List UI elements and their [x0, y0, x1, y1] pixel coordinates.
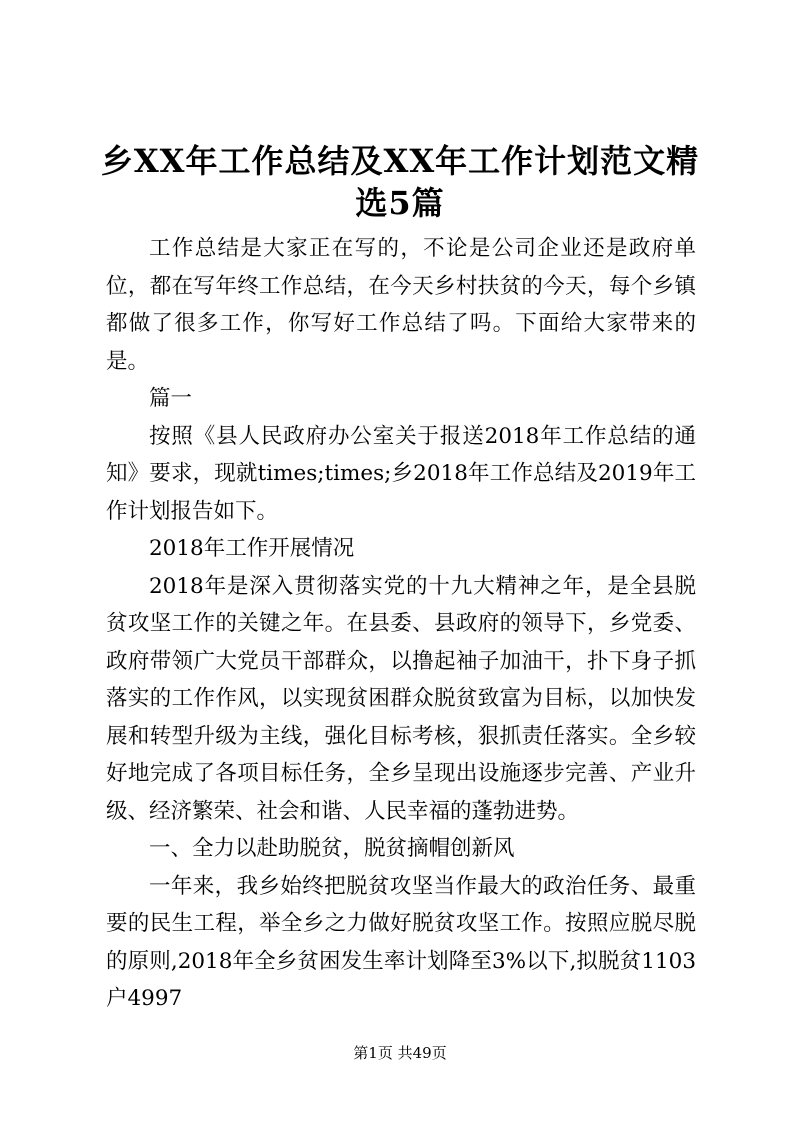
paragraph-intro: 工作总结是大家正在写的，不论是公司企业还是政府单位，都在写年终工作总结，在今天乡村扶贫的今天，每个乡镇都做了很多工作，你写好工作总结了吗。下面给大家带来的是。: [106, 236, 696, 374]
document-body: [106, 230, 696, 1018]
paragraph-section-heading: 篇一: [149, 386, 193, 411]
paragraph-subheading: 一、全力以赴助脱贫，脱贫摘帽创新风: [149, 836, 515, 861]
paragraph-subheading: 2018年工作开展情况: [149, 536, 355, 561]
paragraph: 按照《县人民政府办公室关于报送2018年工作总结的通知》要求，现就times;times;乡2018年工作总结及2019年工作计划报告如下。: [106, 423, 696, 524]
document-title: 乡XX年工作总结及XX年工作计划范文精选5篇: [100, 142, 700, 222]
paragraph: 2018年是深入贯彻落实党的十九大精神之年，是全县脱贫攻坚工作的关键之年。在县委、县政府的领导下，乡党委、政府带领广大党员干部群众，以撸起袖子加油干，扑下身子抓落实的工作作风，以实现贫困群众脱贫致富为目标，以加快发展和转型升级为主线，强化目标考核，狠抓责任落实。全乡较好地完成了各项目标任务，全乡呈现出设施逐步完善、产业升级、经济繁荣、社会和谐、人民幸福的蓬勃进势。: [106, 573, 696, 824]
paragraph: 一年来，我乡始终把脱贫攻坚当作最大的政治任务、最重要的民生工程，举全乡之力做好脱贫攻坚工作。按照应脱尽脱的原则,2018年全乡贫困发生率计划降至3%以下,拟脱贫1103户4997: [106, 873, 696, 1011]
page-number-footer: 第1页 共49页: [353, 1044, 447, 1062]
